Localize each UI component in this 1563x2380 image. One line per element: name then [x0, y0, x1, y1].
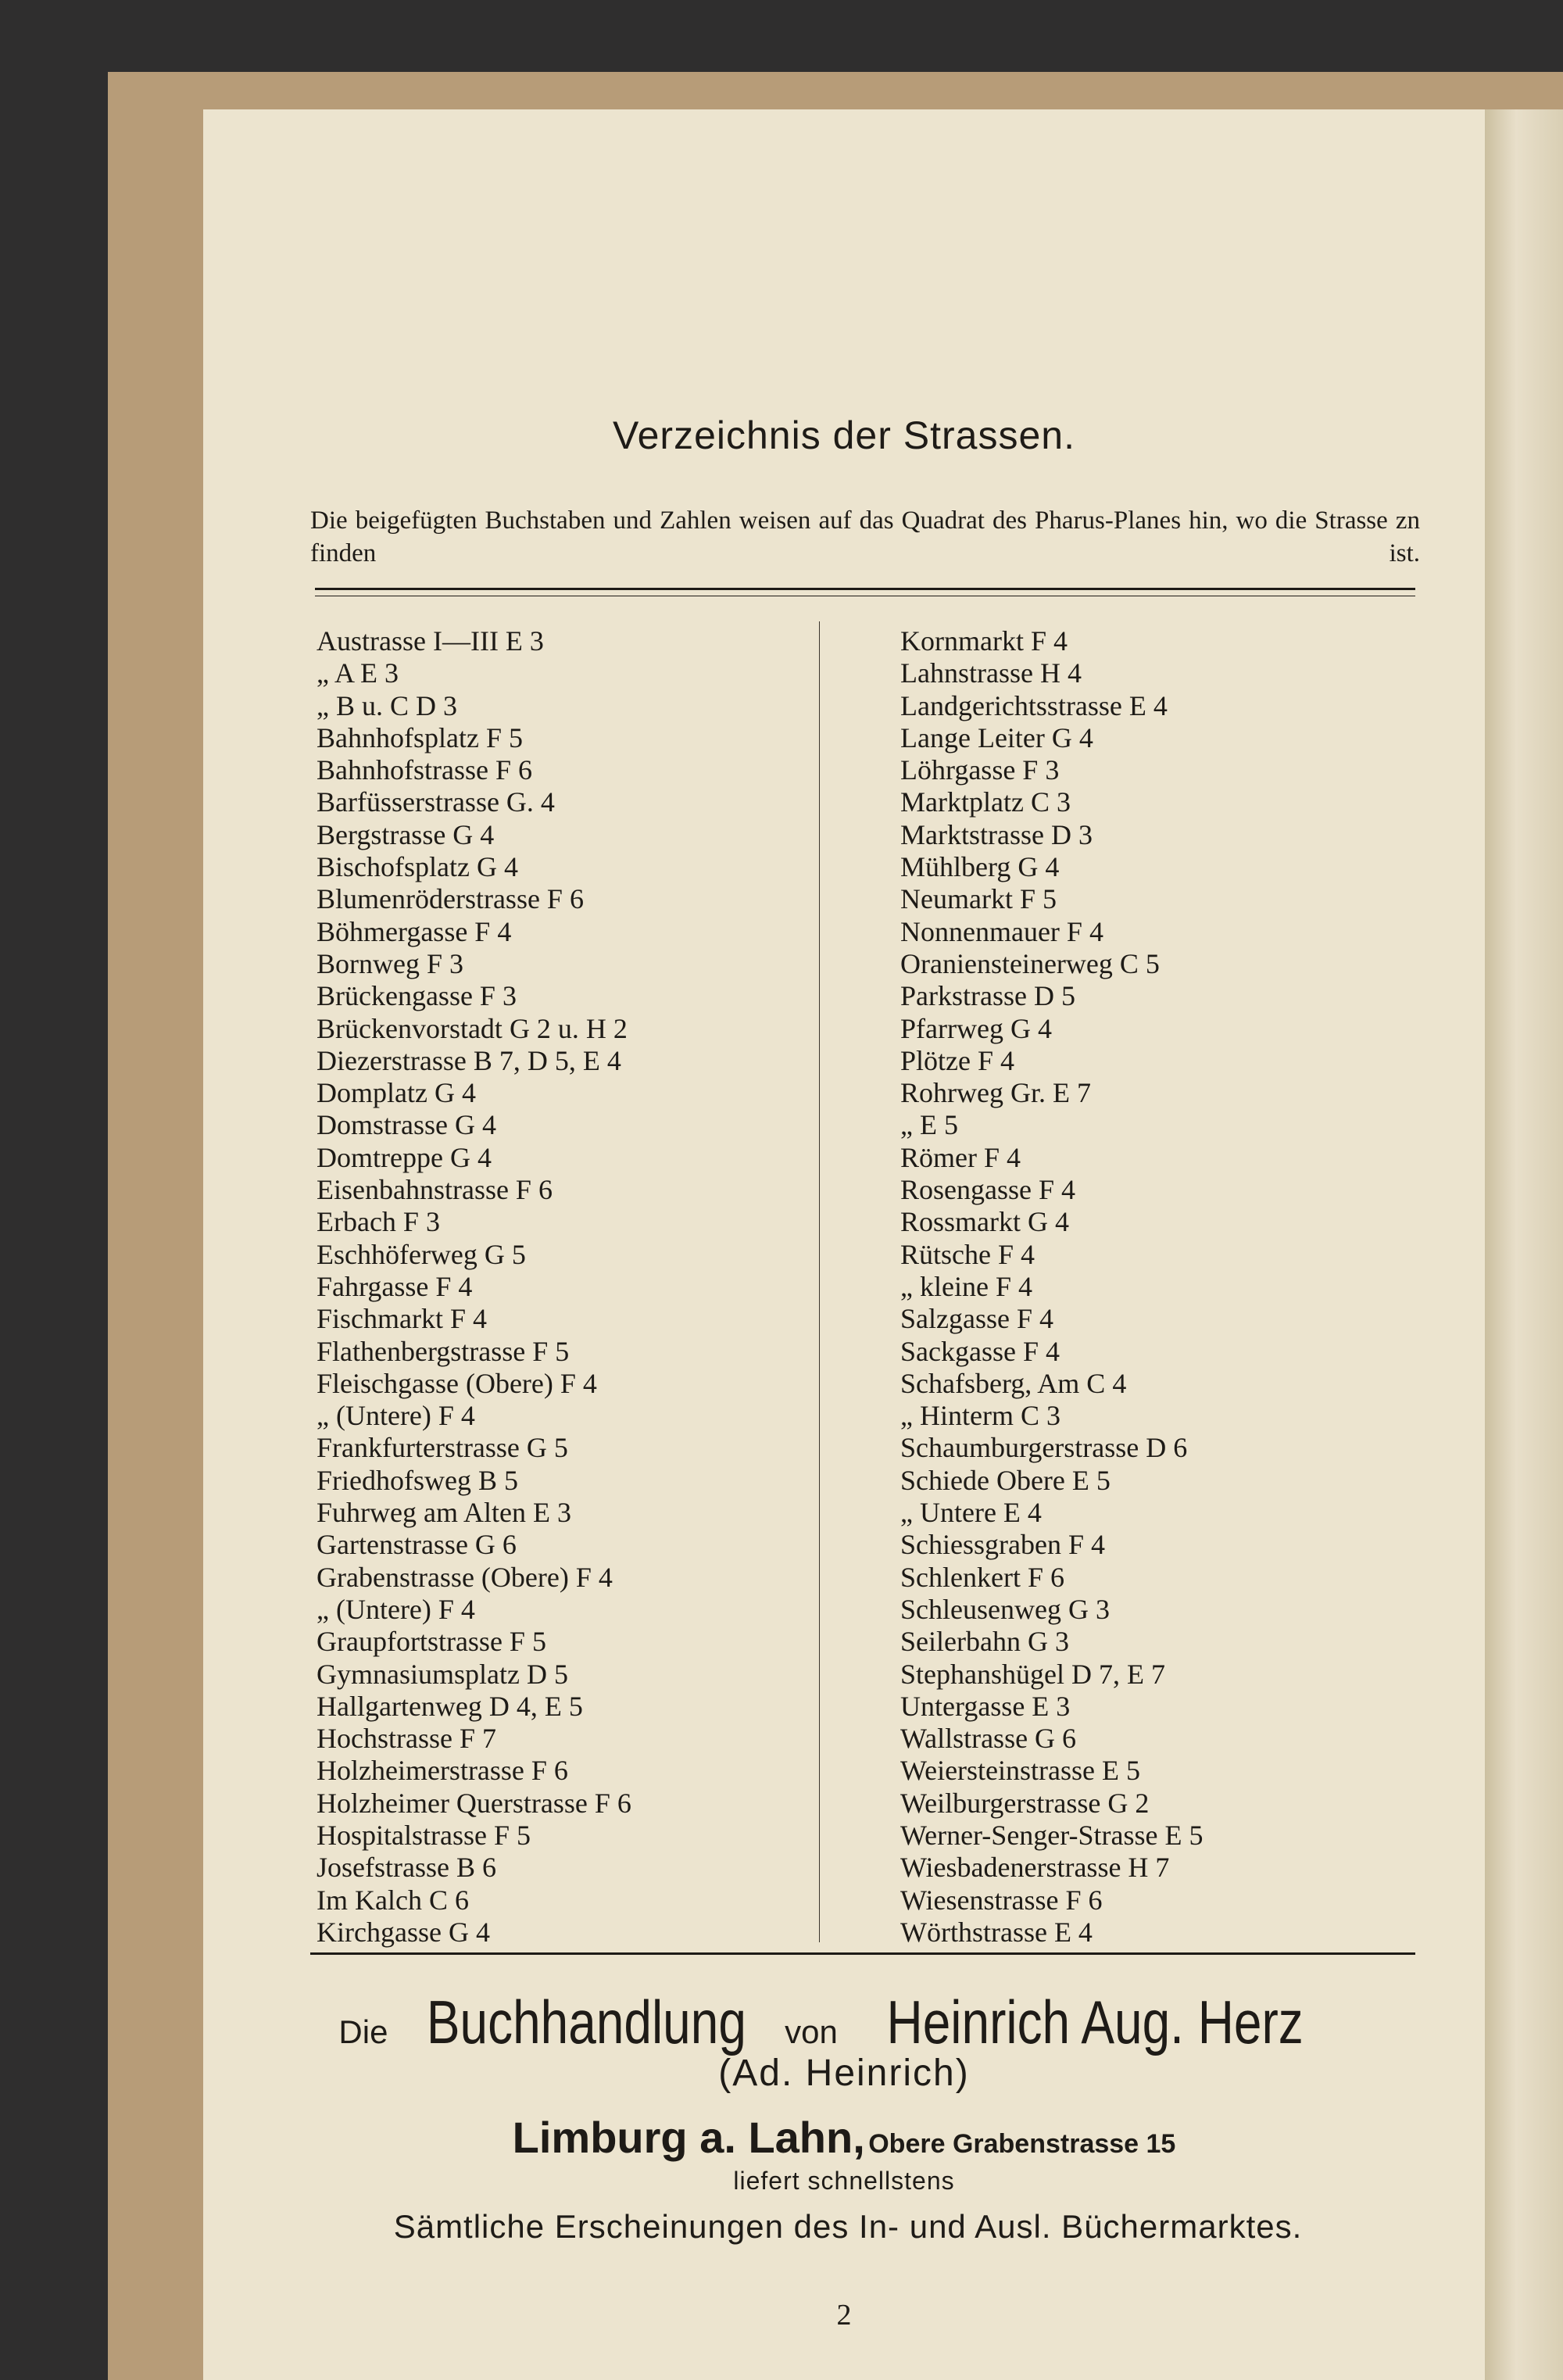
- street-entry: „ (Untere) F 4: [317, 1593, 475, 1625]
- street-entry: Josefstrasse B 6: [317, 1852, 496, 1884]
- street-entry: Wörthstrasse E 4: [900, 1916, 1093, 1948]
- street-entry: Eisenbahnstrasse F 6: [317, 1174, 553, 1206]
- ad-address: Obere Grabenstrasse 15: [868, 2129, 1176, 2159]
- street-entry: Kirchgasse G 4: [317, 1916, 490, 1948]
- street-entry: Fahrgasse F 4: [317, 1270, 473, 1302]
- street-entry: Domtreppe G 4: [317, 1141, 492, 1173]
- street-entry: Hallgartenweg D 4, E 5: [317, 1690, 583, 1722]
- street-entry: Brückengasse F 3: [317, 980, 517, 1012]
- street-entry: Kornmarkt F 4: [900, 625, 1068, 657]
- street-entry: Im Kalch C 6: [317, 1884, 469, 1916]
- street-entry: Flathenbergstrasse F 5: [317, 1335, 570, 1367]
- street-entry: Schaumburgerstrasse D 6: [900, 1432, 1188, 1464]
- street-entry: Frankfurterstrasse G 5: [317, 1432, 568, 1464]
- street-entry: Blumenröderstrasse F 6: [317, 883, 584, 915]
- street-entry: Friedhofsweg B 5: [317, 1464, 518, 1496]
- column-divider: [819, 621, 820, 1942]
- street-entry: Salzgasse F 4: [900, 1303, 1053, 1335]
- street-entry: Bornweg F 3: [317, 947, 463, 979]
- street-entry: Römer F 4: [900, 1141, 1021, 1173]
- street-entry: Fleischgasse (Obere) F 4: [317, 1367, 597, 1399]
- street-entry: Holzheimer Querstrasse F 6: [317, 1787, 631, 1819]
- street-entry: Rosengasse F 4: [900, 1174, 1075, 1206]
- book-spine: [1485, 109, 1563, 2380]
- street-entry: Weiersteinstrasse E 5: [900, 1755, 1141, 1787]
- street-entry: Bahnhofsplatz F 5: [317, 721, 523, 753]
- street-entry: Bischofsplatz G 4: [317, 851, 518, 883]
- street-entry: Wallstrasse G 6: [900, 1723, 1077, 1755]
- ad-buchhandlung: Buchhandlung: [426, 1988, 746, 2056]
- street-entry: Schiessgraben F 4: [900, 1529, 1105, 1561]
- street-entry: Schleusenweg G 3: [900, 1593, 1110, 1625]
- street-entry: Schafsberg, Am C 4: [900, 1367, 1127, 1399]
- street-entry: Brückenvorstadt G 2 u. H 2: [317, 1012, 628, 1044]
- street-entry: Schiede Obere E 5: [900, 1464, 1111, 1496]
- street-entry: Bergstrasse G 4: [317, 818, 495, 850]
- street-entry: Hospitalstrasse F 5: [317, 1819, 531, 1851]
- street-entry: Schlenkert F 6: [900, 1561, 1064, 1593]
- street-entry: Weilburgerstrasse G 2: [900, 1787, 1150, 1819]
- street-entry: Böhmergasse F 4: [317, 915, 512, 947]
- street-entry: Marktplatz C 3: [900, 786, 1071, 818]
- page-title: Verzeichnis der Strassen.: [613, 413, 1075, 457]
- street-entry: Lahnstrasse H 4: [900, 657, 1082, 689]
- street-entry: Nonnenmauer F 4: [900, 915, 1103, 947]
- street-entry: Bahnhofstrasse F 6: [317, 754, 532, 786]
- street-entry: „ E 5: [900, 1109, 958, 1141]
- top-rule: [315, 588, 1415, 590]
- street-entry: Barfüsserstrasse G. 4: [317, 786, 555, 818]
- street-entry: Gartenstrasse G 6: [317, 1529, 517, 1561]
- street-entry: Domplatz G 4: [317, 1077, 476, 1109]
- street-entry: Eschhöferweg G 5: [317, 1238, 526, 1270]
- street-entry: Untergasse E 3: [900, 1690, 1071, 1722]
- street-entry: Grabenstrasse (Obere) F 4: [317, 1561, 613, 1593]
- ad-von: von: [785, 2013, 838, 2050]
- street-entry: „ B u. C D 3: [317, 689, 457, 721]
- ad-offer: Sämtliche Erscheinungen des In- und Ausl. Büchermarktes.: [393, 2208, 1303, 2245]
- street-entry: Gymnasiumsplatz D 5: [317, 1658, 568, 1690]
- street-entry: „ A E 3: [317, 657, 399, 689]
- street-entry: Rütsche F 4: [900, 1238, 1035, 1270]
- bottom-rule: [310, 1952, 1415, 1955]
- street-entry: „ kleine F 4: [900, 1270, 1032, 1302]
- page-number: 2: [836, 2299, 852, 2332]
- street-entry: Wiesbadenerstrasse H 7: [900, 1852, 1170, 1884]
- intro-text: Die beigefügten Buchstaben und Zahlen weisen auf das Quadrat des Pharus-Planes hin, wo die Strasse zn finden ist.: [310, 506, 1420, 567]
- ad-die: Die: [338, 2013, 388, 2050]
- street-list-left: [317, 625, 801, 1949]
- document-page: [203, 109, 1485, 2380]
- street-entry: Parkstrasse D 5: [900, 980, 1075, 1012]
- street-entry: „ Untere E 4: [900, 1497, 1042, 1529]
- ad-owner: (Ad. Heinrich): [718, 2053, 970, 2094]
- street-entry: Lange Leiter G 4: [900, 721, 1093, 753]
- street-entry: „ (Untere) F 4: [317, 1400, 475, 1432]
- ad-tagline: liefert schnellstens: [733, 2167, 955, 2195]
- street-entry: Erbach F 3: [317, 1206, 440, 1238]
- street-entry: Marktstrasse D 3: [900, 818, 1093, 850]
- street-entry: Seilerbahn G 3: [900, 1626, 1069, 1658]
- street-entry: Diezerstrasse B 7, D 5, E 4: [317, 1044, 621, 1076]
- street-entry: Oraniensteinerweg C 5: [900, 947, 1160, 979]
- street-entry: Wiesenstrasse F 6: [900, 1884, 1103, 1916]
- street-entry: Domstrasse G 4: [317, 1109, 496, 1141]
- street-entry: Graupfortstrasse F 5: [317, 1626, 546, 1658]
- street-entry: Rohrweg Gr. E 7: [900, 1077, 1091, 1109]
- ad-city: Limburg a. Lahn,: [512, 2113, 865, 2162]
- ad-shop-name: Heinrich Aug. Herz: [886, 1988, 1304, 2056]
- ad-location: [203, 2112, 1485, 2163]
- street-entry: Holzheimerstrasse F 6: [317, 1755, 568, 1787]
- street-entry: Fischmarkt F 4: [317, 1303, 488, 1335]
- street-list-right: [900, 625, 1400, 1949]
- street-entry: Sackgasse F 4: [900, 1335, 1060, 1367]
- street-entry: Pfarrweg G 4: [900, 1012, 1052, 1044]
- ad-headline: [203, 1987, 1485, 2058]
- street-entry: Neumarkt F 5: [900, 883, 1057, 915]
- street-entry: Hochstrasse F 7: [317, 1723, 496, 1755]
- street-entry: Mühlberg G 4: [900, 851, 1060, 883]
- street-entry: „ Hinterm C 3: [900, 1400, 1060, 1432]
- street-entry: Fuhrweg am Alten E 3: [317, 1497, 571, 1529]
- street-entry: Rossmarkt G 4: [900, 1206, 1069, 1238]
- street-entry: Stephanshügel D 7, E 7: [900, 1658, 1165, 1690]
- street-entry: Löhrgasse F 3: [900, 754, 1060, 786]
- street-entry: Plötze F 4: [900, 1044, 1015, 1076]
- street-entry: Austrasse I—III E 3: [317, 625, 544, 657]
- street-entry: Werner-Senger-Strasse E 5: [900, 1819, 1204, 1851]
- street-entry: Landgerichtsstrasse E 4: [900, 689, 1168, 721]
